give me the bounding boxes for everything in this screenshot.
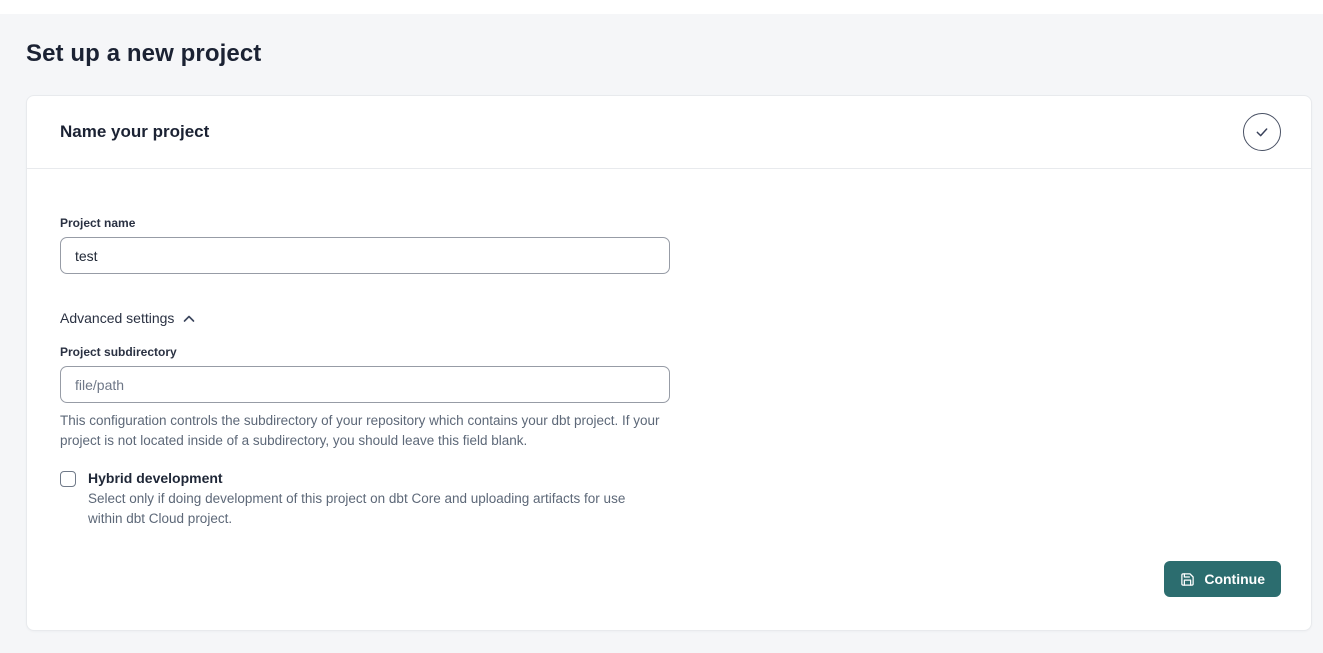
check-circle-icon	[1243, 113, 1281, 151]
project-name-label: Project name	[60, 216, 136, 230]
top-white-strip	[0, 0, 1323, 14]
name-project-card	[26, 95, 1312, 631]
subdirectory-help-text: This configuration controls the subdirectory of your repository which contains your dbt project. If your project is not located inside of a subdirectory, you should leave this field blank.	[60, 413, 660, 448]
project-subdirectory-label: Project subdirectory	[60, 345, 177, 359]
continue-button[interactable]	[1164, 561, 1281, 597]
hybrid-development-text	[88, 470, 656, 529]
advanced-settings-toggle[interactable]	[60, 310, 195, 326]
hybrid-development-description: Select only if doing development of this project on dbt Core and uploading artifacts for use within dbt Cloud project.	[88, 491, 626, 526]
project-subdirectory-input[interactable]	[60, 366, 670, 403]
section-title: Name your project	[60, 122, 210, 141]
project-name-input[interactable]	[60, 237, 670, 274]
page-title: Set up a new project	[26, 40, 262, 67]
project-name-field	[60, 216, 1281, 274]
advanced-settings-label: Advanced settings	[60, 310, 175, 326]
save-icon	[1180, 572, 1195, 587]
card-header	[27, 96, 1311, 169]
hybrid-development-checkbox[interactable]	[60, 471, 76, 487]
hybrid-development-row	[60, 470, 1281, 529]
project-subdirectory-field	[60, 345, 1281, 451]
chevron-up-icon	[183, 313, 195, 323]
card-footer	[60, 561, 1281, 597]
continue-button-label: Continue	[1204, 571, 1265, 587]
card-body	[27, 169, 1311, 630]
hybrid-development-label[interactable]: Hybrid development	[88, 470, 223, 486]
